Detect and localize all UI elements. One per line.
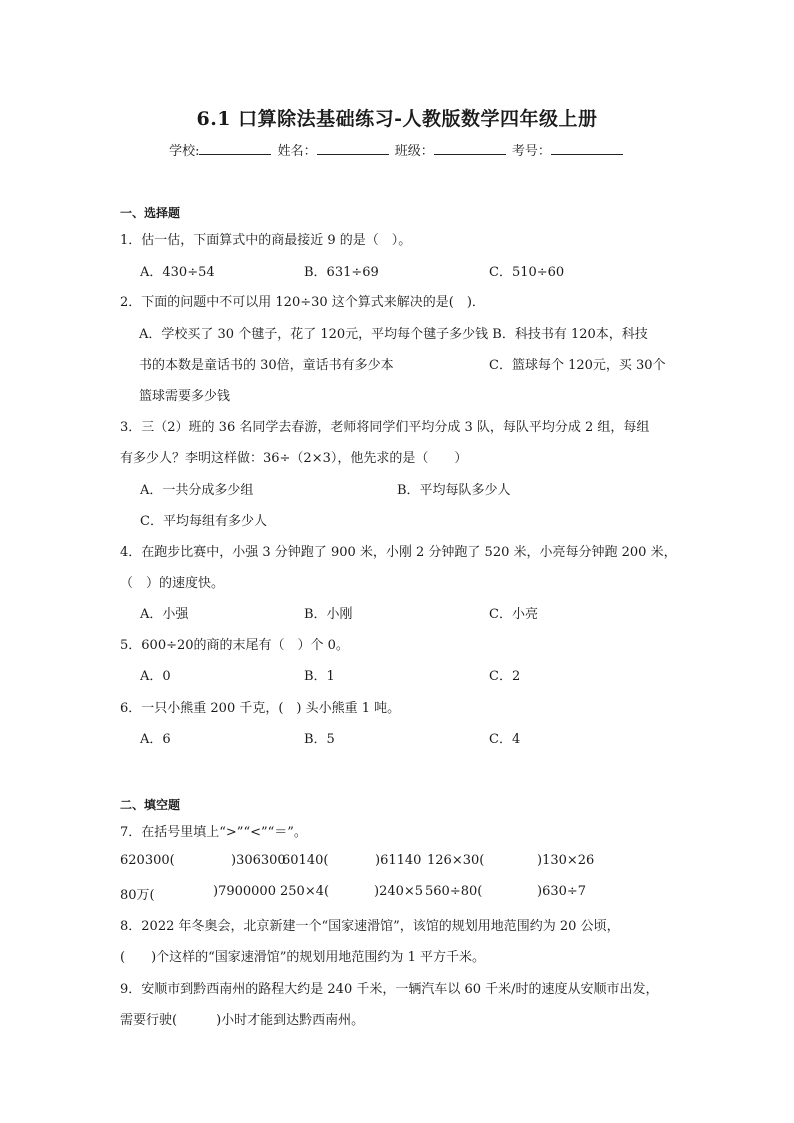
q3-option-b: B．平均每队多少人 [397, 483, 511, 498]
exam-number-label: 考号： [511, 144, 551, 159]
q6-option-a: A．6 [140, 732, 171, 747]
q6-option-b: B．5 [304, 732, 335, 747]
question-3-line-2: 有多少人？李明这样做：36÷（2×3），他先求的是（ ） [120, 451, 468, 466]
page-title: 6.1 口算除法基础练习-人教版数学四年级上册 [196, 108, 598, 130]
q2-option-c: C．篮球每个 120元，买 30个 [489, 358, 666, 373]
question-1: 1．估一估，下面算式中的商最接近 9 的是（ ）。 [120, 233, 412, 248]
q4-option-a: A．小强 [140, 607, 189, 622]
q1-option-b: B．631÷69 [304, 265, 379, 280]
q7-r1-left-3: 126×30( [427, 853, 485, 868]
class-blank[interactable] [434, 142, 506, 155]
q7-r1-left-1: 620300( [120, 853, 175, 868]
exam-number-blank[interactable] [551, 142, 623, 155]
question-4-line-1: 4．在跑步比赛中，小强 3 分钟跑了 900 米，小刚 2 分钟跑了 520 米，小亮每分钟跑 200 米， [120, 545, 677, 560]
q5-option-a: A．0 [140, 669, 171, 684]
q7-r1-left-2: 60140( [282, 853, 329, 868]
q4-option-c: C．小亮 [489, 607, 538, 622]
school-label: 学校: [169, 144, 200, 159]
q7-r2-left-2: 250×4( [280, 884, 330, 899]
q2-options-line-2: 书的本数是童话书的 30倍，童话书有多少本 [139, 358, 394, 373]
q7-r1-right-1: )306300 [231, 853, 286, 868]
question-9-line-2: 需要行驶( )小时才能到达黔西南州。 [120, 1013, 365, 1028]
question-7: 7．在括号里填上“>”“<”“＝”。 [120, 825, 307, 840]
q2-options-line-1: A．学校买了 30 个毽子，花了 120元，平均每个毽子多少钱 B．科技书有 120本，科技 [139, 327, 648, 342]
section-heading-choice: 一、选择题 [120, 206, 181, 220]
q6-option-c: C．4 [489, 732, 521, 747]
q1-option-a: A．430÷54 [140, 265, 215, 280]
question-8-line-2: ( )个这样的“国家速滑馆”的规划用地范围约为 1 平方千米。 [120, 950, 485, 965]
q2-options-line-3: 篮球需要多少钱 [139, 389, 231, 404]
q3-option-a: A．一共分成多少组 [140, 483, 254, 498]
name-blank[interactable] [317, 142, 389, 155]
name-label: 姓名： [277, 144, 317, 159]
q7-r2-right-1: )7900000 [213, 884, 276, 899]
section-heading-fill: 二、填空题 [120, 798, 181, 812]
question-3-line-1: 3．三（2）班的 36 名同学去春游，老师将同学们平均分成 3 队，每队平均分成 2 组，每组 [120, 420, 650, 435]
question-8-line-1: 8．2022 年冬奥会，北京新建一个“国家速滑馆”，该馆的规划用地范围约为 20 公顷， [120, 919, 620, 934]
q7-r2-left-3: 560÷80( [425, 884, 483, 899]
q5-option-c: C．2 [489, 669, 521, 684]
q7-r2-left-1: 80万( [120, 888, 155, 903]
question-2: 2．下面的问题中不可以用 120÷30 这个算式来解决的是( )． [120, 295, 485, 310]
q7-r1-right-2: )61140 [375, 853, 422, 868]
student-info-line [0, 140, 794, 159]
q5-option-b: B．1 [304, 669, 335, 684]
question-5: 5．600÷20的商的末尾有（ ）个 0。 [120, 638, 349, 653]
school-blank[interactable] [199, 142, 271, 155]
question-9-line-1: 9．安顺市到黔西南州的路程大约是 240 千米，一辆汽车以 60 千米/时的速度从安顺市出发， [120, 982, 659, 997]
class-label: 班级： [394, 144, 434, 159]
q7-r2-right-2: )240×5 [374, 884, 424, 899]
q3-option-c: C．平均每组有多少人 [140, 514, 267, 529]
question-6: 6．一只小熊重 200 千克，( ) 头小熊重 1 吨。 [120, 701, 401, 716]
q4-option-b: B．小刚 [304, 607, 353, 622]
q7-r1-right-3: )130×26 [537, 853, 595, 868]
question-4-line-2: （ ）的速度快。 [120, 576, 225, 591]
q7-r2-right-3: )630÷7 [537, 884, 587, 899]
q1-option-c: C．510÷60 [489, 265, 565, 280]
